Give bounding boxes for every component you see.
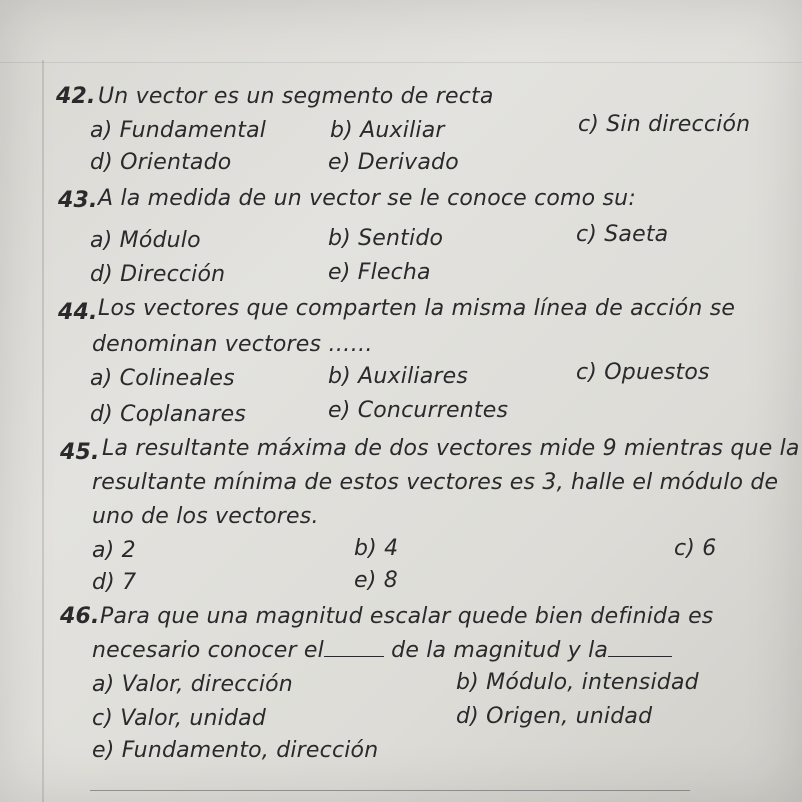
- question-46-option-c: c) Valor, unidad: [92, 706, 266, 731]
- question-42-option-c: c) Sin dirección: [578, 112, 751, 137]
- question-46-number: 46.: [60, 604, 100, 629]
- bottom-rule-line: [90, 790, 690, 791]
- question-42-option-b: b) Auxiliar: [330, 118, 445, 143]
- question-43-option-a: a) Módulo: [90, 228, 201, 253]
- top-rule-line: [0, 62, 802, 63]
- question-44-option-a: a) Colineales: [90, 366, 235, 391]
- question-45-option-c: c) 6: [674, 536, 717, 561]
- question-46-stem-line-2: [92, 638, 672, 664]
- question-44-stem-line-2: denominan vectores ……: [92, 332, 373, 357]
- question-42-number: 42.: [56, 84, 96, 109]
- margin-rule-line: [42, 60, 44, 802]
- question-44-option-b: b) Auxiliares: [328, 364, 469, 389]
- question-45-option-a: a) 2: [92, 538, 136, 563]
- question-42-option-e: e) Derivado: [328, 150, 459, 175]
- question-46-stem-part-2: de la magnitud y la: [391, 638, 609, 663]
- question-46-stem-line-1: Para que una magnitud escalar quede bien definida es: [100, 604, 714, 629]
- answer-blank-2: [608, 640, 672, 657]
- question-46-stem-part-1: necesario conocer el: [92, 638, 324, 663]
- question-43-option-e: e) Flecha: [328, 260, 431, 285]
- question-43-option-b: b) Sentido: [328, 226, 444, 251]
- question-43-number: 43.: [58, 188, 98, 213]
- question-44-option-c: c) Opuestos: [576, 360, 710, 385]
- question-42-option-d: d) Orientado: [90, 150, 232, 175]
- question-45-option-d: d) 7: [92, 570, 137, 595]
- question-46-option-e: e) Fundamento, dirección: [92, 738, 379, 763]
- question-43-option-d: d) Dirección: [90, 262, 226, 287]
- question-45-stem-line-2: resultante mínima de estos vectores es 3, halle el módulo de: [92, 470, 779, 495]
- question-45-number: 45.: [60, 440, 100, 465]
- question-42-option-a: a) Fundamental: [90, 118, 267, 143]
- question-45-option-b: b) 4: [354, 536, 399, 561]
- question-44-number: 44.: [58, 300, 98, 325]
- question-44-option-e: e) Concurrentes: [328, 398, 509, 423]
- question-45-option-e: e) 8: [354, 568, 398, 593]
- answer-blank-1: [324, 640, 384, 657]
- question-45-stem-line-3: uno de los vectores.: [92, 504, 319, 529]
- question-46-option-b: b) Módulo, intensidad: [456, 670, 699, 695]
- question-42-stem: Un vector es un segmento de recta: [98, 84, 494, 109]
- question-43-option-c: c) Saeta: [576, 222, 669, 247]
- question-45-stem-line-1: La resultante máxima de dos vectores mide 9 mientras que la: [102, 436, 800, 461]
- question-44-option-d: d) Coplanares: [90, 402, 246, 427]
- question-46-option-d: d) Origen, unidad: [456, 704, 653, 729]
- question-44-stem-line-1: Los vectores que comparten la misma línea de acción se: [98, 296, 736, 321]
- question-46-option-a: a) Valor, dirección: [92, 672, 293, 697]
- question-43-stem: A la medida de un vector se le conoce como su:: [98, 186, 636, 211]
